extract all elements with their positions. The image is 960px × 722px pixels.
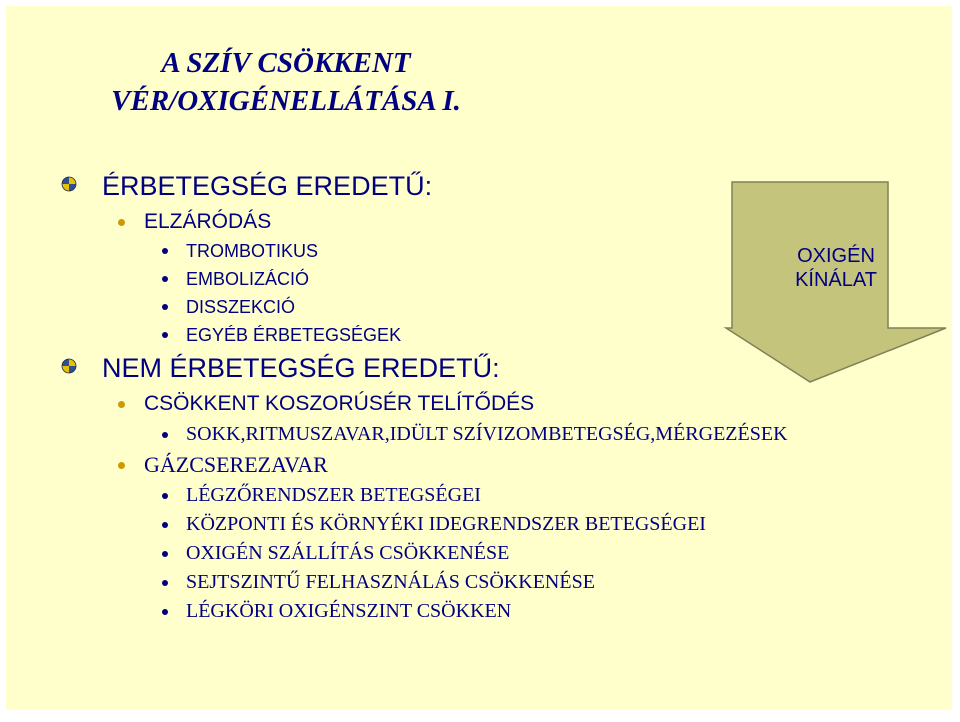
ball-bullet-icon <box>61 176 77 192</box>
list-item <box>186 295 295 319</box>
list-item-text: KÖZPONTI ÉS KÖRNYÉKI IDEGRENDSZER BETEGSÉGEI <box>186 513 706 535</box>
group-label-text: GÁZCSEREZAVAR <box>144 452 328 477</box>
title-line-2: VÉR/OXIGÉNELLÁTÁSA I. <box>111 85 461 117</box>
arrow-label <box>776 244 896 292</box>
dot-bullet-icon <box>162 580 168 586</box>
group-label-text: ELZÁRÓDÁS <box>144 210 272 233</box>
dot-bullet-icon <box>162 551 168 557</box>
list-item <box>186 239 318 263</box>
dot-bullet-icon <box>162 248 168 254</box>
section-heading-vascular <box>102 170 432 202</box>
group-label-coronary <box>144 391 534 417</box>
group-label-occlusion <box>144 209 271 235</box>
list-item <box>186 512 706 536</box>
list-item-text: TROMBOTIKUS <box>186 241 319 261</box>
dot-bullet-icon <box>162 609 168 615</box>
arrow-label-line-1: OXIGÉN <box>797 245 875 267</box>
list-item-text: LÉGZŐRENDSZER BETEGSÉGEI <box>186 484 481 506</box>
ball-bullet-icon <box>61 358 77 374</box>
section-heading-text: ÉRBETEGSÉG EREDETŰ: <box>102 171 433 201</box>
list-item-text: EMBOLIZÁCIÓ <box>186 269 310 289</box>
dot-bullet-icon <box>162 432 168 438</box>
gold-bullet-icon <box>118 219 125 226</box>
list-item <box>186 599 511 623</box>
section-heading-text: NEM ÉRBETEGSÉG EREDETŰ: <box>102 353 500 383</box>
gold-bullet-icon <box>118 401 125 408</box>
list-item-text: SEJTSZINTŰ FELHASZNÁLÁS CSÖKKENÉSE <box>186 571 595 593</box>
slide <box>6 6 952 710</box>
dot-bullet-icon <box>162 276 168 282</box>
list-item <box>186 267 309 291</box>
list-item-text: LÉGKÖRI OXIGÉNSZINT CSÖKKEN <box>186 600 512 622</box>
dot-bullet-icon <box>162 332 168 338</box>
list-item-text: OXIGÉN SZÁLLÍTÁS CSÖKKENÉSE <box>186 542 510 564</box>
dot-bullet-icon <box>162 493 168 499</box>
list-item <box>186 422 788 446</box>
arrow-label-line-2: KÍNÁLAT <box>795 269 877 291</box>
dot-bullet-icon <box>162 522 168 528</box>
list-item-text: EGYÉB ÉRBETEGSÉGEK <box>186 325 402 345</box>
list-item <box>186 570 595 594</box>
slide-title <box>6 44 566 120</box>
list-item-text: SOKK,RITMUSZAVAR,IDÜLT SZÍVIZOMBETEGSÉG,MÉRGEZÉSEK <box>186 423 788 445</box>
group-label-gas-exchange <box>144 452 328 478</box>
list-item <box>186 323 401 347</box>
title-line-1: A SZÍV CSÖKKENT <box>161 47 411 79</box>
list-item <box>186 541 509 565</box>
dot-bullet-icon <box>162 304 168 310</box>
list-item-text: DISSZEKCIÓ <box>186 297 296 317</box>
section-heading-non-vascular <box>102 352 500 384</box>
group-label-text: CSÖKKENT KOSZORÚSÉR TELÍTŐDÉS <box>144 392 535 415</box>
gold-bullet-icon <box>118 462 125 469</box>
list-item <box>186 483 481 507</box>
